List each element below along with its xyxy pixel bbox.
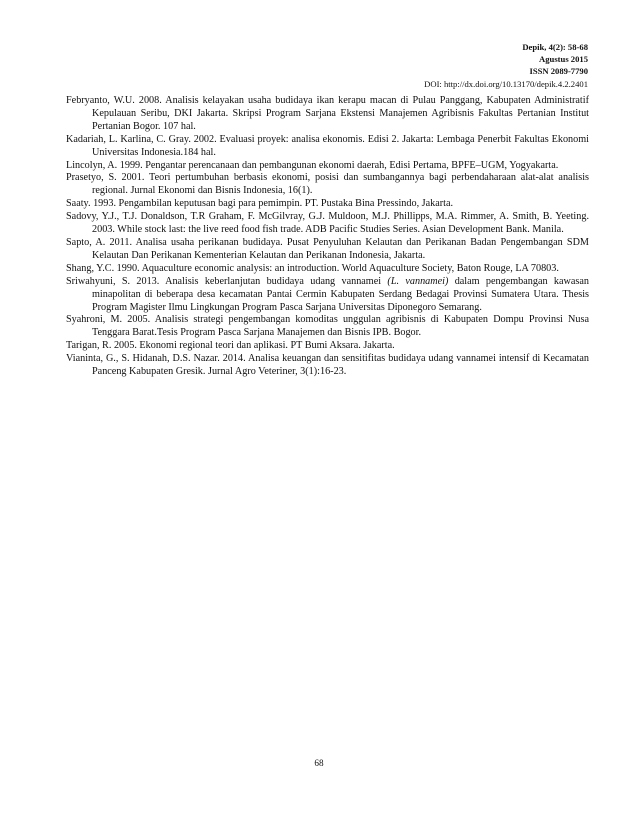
journal-header [424, 41, 588, 90]
reference-item: Syahroni, M. 2005. Analisis strategi pengembangan komoditas unggulan agribisnis di Kabupaten Dompu Provinsi Nusa Tenggara Barat.Tesis Program Pasca Sarjana Manajemen dan Bisnis IPB. Bogor. [66, 314, 589, 339]
page-number: 68 [314, 758, 324, 768]
reference-item: Lincolyn, A. 1999. Pengantar perencanaan dan pembangunan ekonomi daerah, Edisi Pertama, BPFE–UGM, Yogyakarta. [66, 159, 559, 171]
reference-item: Sadovy, Y.J., T.J. Donaldson, T.R Graham, F. McGilvray, G.J. Muldoon, M.J. Phillipps, M.A. Rimmer, A. Smith, B. Yeeting. 2003. While stock last: the live reed food fish trade. ADB Pacific Studies Series. Asian Development Bank. Manila. [66, 211, 589, 236]
reference-item: Kadariah, L. Karlina, C. Gray. 2002. Evaluasi proyek: analisa ekonomis. Edisi 2. Jakarta: Lembaga Penerbit Fakultas Ekonomi Universitas Indonesia.184 hal. [66, 133, 589, 158]
reference-item: Vianinta, G., S. Hidanah, D.S. Nazar. 2014. Analisa keuangan dan sensitifitas budidaya udang vannamei intensif di Kecamatan Panceng Kabupaten Gresik. Jurnal Agro Veteriner, 3(1):16-23. [66, 353, 589, 378]
reference-item: Tarigan, R. 2005. Ekonomi regional teori dan aplikasi. PT Bumi Aksara. Jakarta. [66, 340, 395, 352]
species-name: (L. vannamei) [387, 275, 449, 287]
reference-item: Febryanto, W.U. 2008. Analisis kelayakan usaha budidaya ikan kerapu macan di Pulau Panggang, Kabupaten Administratif Kepulauan Seribu, DKI Jakarta. Skripsi Program Sarjana Ekstensi Manajemen Agribisnis Fakultas Pertanian Institut Pertanian Bogor. 107 hal. [66, 95, 589, 132]
journal-month: Agustus 2015 [539, 54, 588, 65]
reference-list [66, 95, 589, 379]
reference-text: Sriwahyuni, S. 2013. Analisis keberlanjutan budidaya udang vannamei [66, 275, 388, 287]
journal-issn: ISSN 2089-7790 [529, 66, 588, 77]
reference-item: Saaty. 1993. Pengambilan keputusan bagi para pemimpin. PT. Pustaka Bina Pressindo, Jakarta. [66, 198, 454, 210]
reference-item: Sapto, A. 2011. Analisa usaha perikanan budidaya. Pusat Penyuluhan Kelautan dan Perikanan Badan Pengembangan SDM Kelautan Dan Perikanan Kementerian Kelautan dan Perikanan Indonesia, Jakarta. [66, 236, 589, 261]
reference-item: Shang, Y.C. 1990. Aquaculture economic analysis: an introduction. World Aquaculture Society, Baton Rouge, LA 70803. [66, 262, 559, 274]
reference-text: dalam pengembangan kawasan minapolitan di beberapa desa kecamatan Pantai Cermin Kabupaten Serdang Bedagai Provinsi Sumatera Utara. Thesis Program Magister Ilmu Lingkungan Program Pasca Sarjana Universitas Diponegoro Semarang. [92, 275, 589, 313]
journal-citation: Depik, 4(2): 58-68 [522, 42, 588, 52]
reference-item: Prasetyo, S. 2001. Teori pertumbuhan berbasis ekonomi, posisi dan sumbangannya bagi perbendaharaan alat-alat analisis regional. Jurnal Ekonomi dan Bisnis Indonesia, 16(1). [66, 172, 589, 197]
reference-item [66, 276, 589, 315]
journal-doi: DOI: http://dx.doi.org/10.13170/depik.4.2.2401 [424, 78, 588, 89]
